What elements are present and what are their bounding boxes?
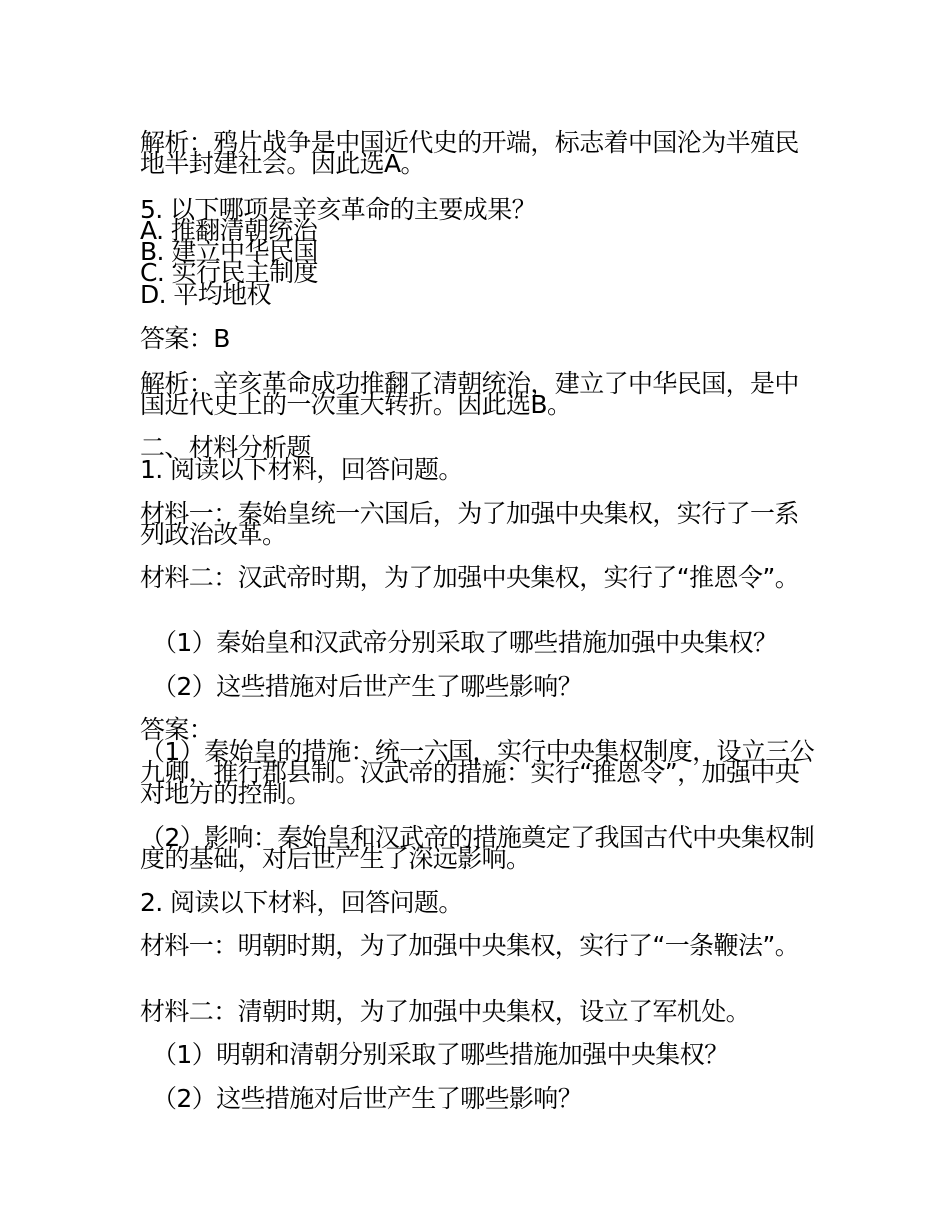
part2-heading: 二、材料分析题 xyxy=(140,433,311,462)
q5-answer: 答案：B xyxy=(140,324,230,353)
p2-q2-sub2: （2）这些措施对后世产生了哪些影响？ xyxy=(152,1084,583,1113)
p2-q2-sub1: （1）明朝和清朝分别采取了哪些措施加强中央集权？ xyxy=(152,1040,729,1069)
p2-q1-sub1: （1）秦始皇和汉武帝分别采取了哪些措施加强中央集权？ xyxy=(152,628,778,657)
p2-q1-stem: 1. 阅读以下材料，回答问题。 xyxy=(140,455,463,484)
q5-stem: 5. 以下哪项是辛亥革命的主要成果？ xyxy=(140,195,537,224)
p2-q1-sub2: （2）这些措施对后世产生了哪些影响？ xyxy=(152,672,583,701)
q5-analysis: 解析：辛亥革命成功推翻了清朝统治，建立了中华民国，是中国近代史上的一次重大转折。因此选B。 xyxy=(140,369,799,419)
p2-q2-material2: 材料二：清朝时期，为了加强中央集权，设立了军机处。 xyxy=(140,997,751,1026)
p2-q1-material1: 材料一：秦始皇统一六国后，为了加强中央集权，实行了一系列政治改革。 xyxy=(140,499,799,549)
q5-option-c: C. 实行民主制度 xyxy=(140,258,318,287)
p2-q1-material2: 材料二：汉武帝时期，为了加强中央集权，实行了“推恩令”。 xyxy=(140,563,800,592)
q5-option-d: D. 平均地权 xyxy=(140,280,271,309)
q5-option-b: B. 建立中华民国 xyxy=(140,237,318,266)
q5-option-a: A. 推翻清朝统治 xyxy=(140,216,318,245)
p2-q2-material1: 材料一：明朝时期，为了加强中央集权，实行了“一条鞭法”。 xyxy=(140,931,800,960)
p2-q1-answer1: （1）秦始皇的措施：统一六国，实行中央集权制度，设立三公九卿，推行郡县制。汉武帝的措施：实行“推恩令”，加强中央对地方的控制。 xyxy=(140,737,815,808)
p2-q1-answer-label: 答案： xyxy=(140,715,214,744)
q4-analysis: 解析：鸦片战争是中国近代史的开端，标志着中国沦为半殖民地半封建社会。因此选A。 xyxy=(140,128,799,178)
p2-q2-stem: 2. 阅读以下材料，回答问题。 xyxy=(140,888,463,917)
p2-q1-answer2: （2）影响：秦始皇和汉武帝的措施奠定了我国古代中央集权制度的基础，对后世产生了深远影响。 xyxy=(140,823,815,873)
